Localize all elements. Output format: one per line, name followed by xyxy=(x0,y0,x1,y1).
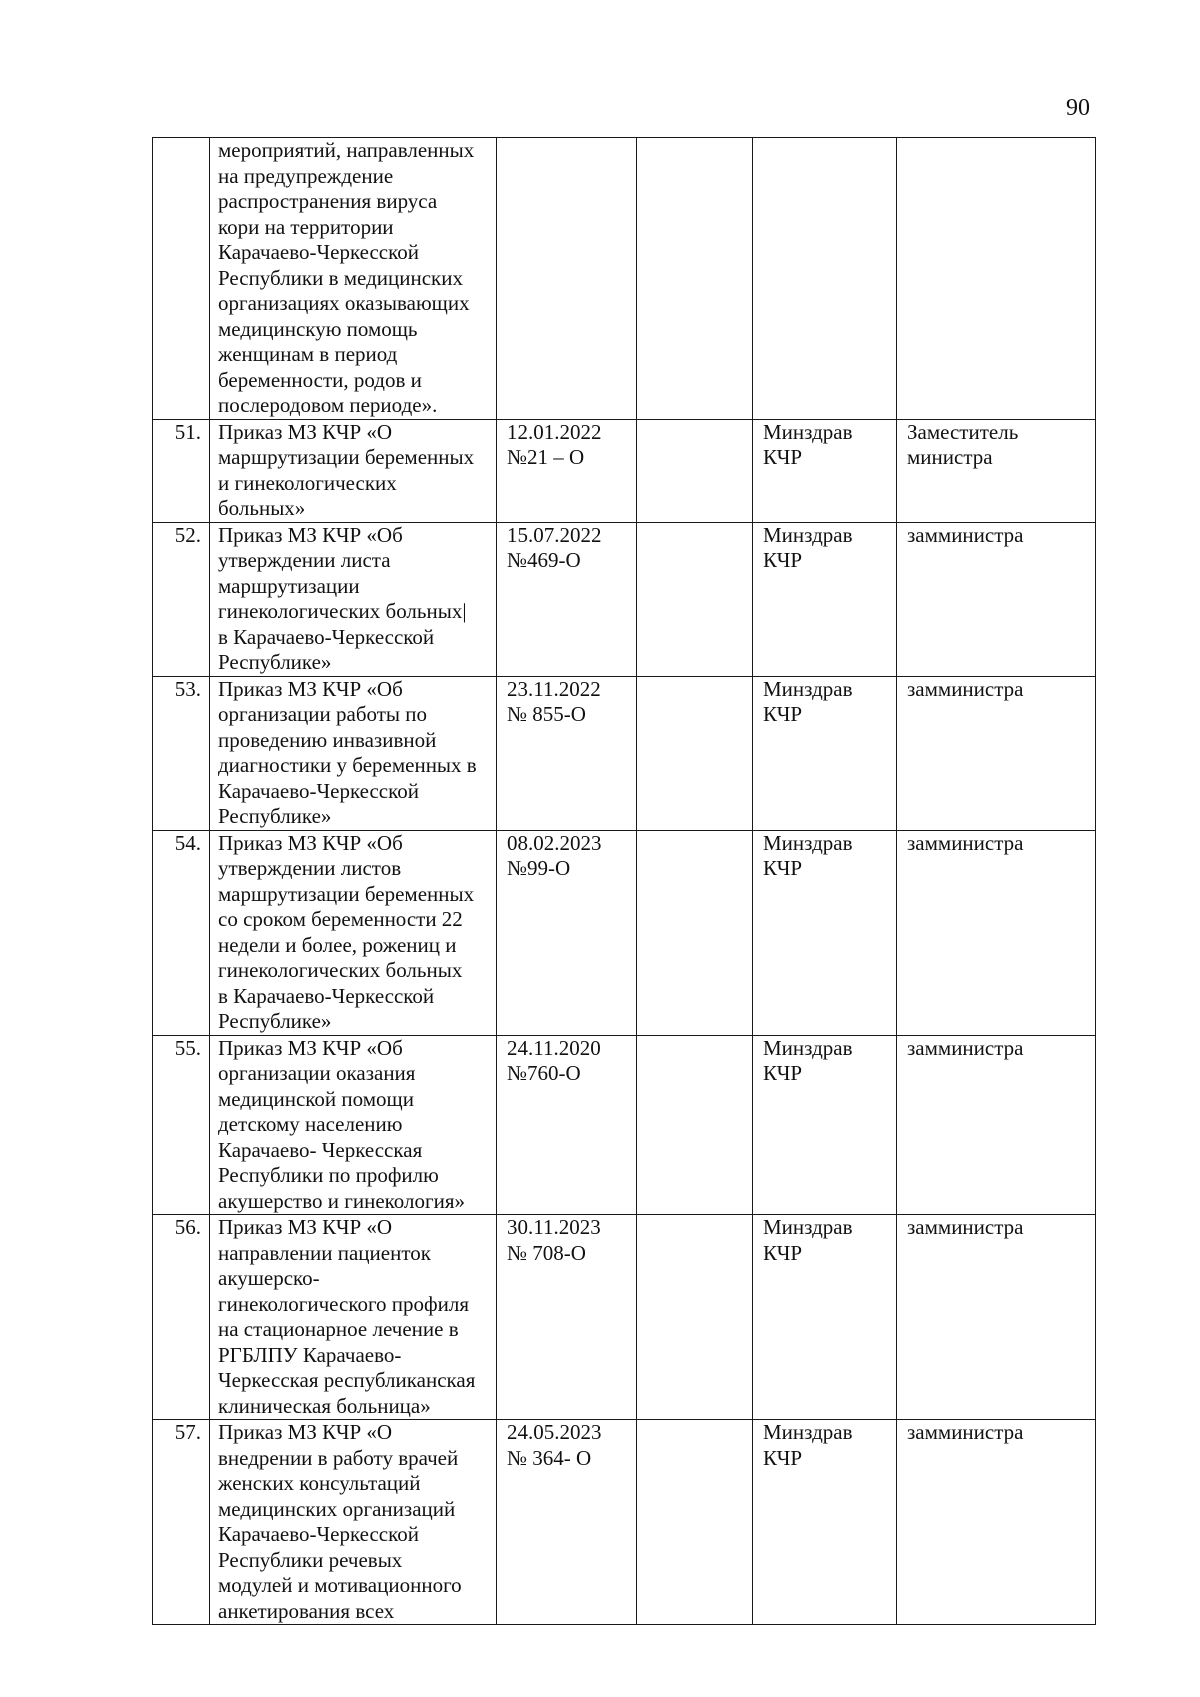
organization-cell xyxy=(753,830,897,1035)
table-row xyxy=(153,1215,1096,1420)
date-number-cell xyxy=(497,138,637,420)
cell-text-line: Приказ МЗ КЧР «О xyxy=(218,1215,393,1239)
empty-column-cell xyxy=(637,676,753,830)
cell-text-line: диагностики у беременных в xyxy=(218,753,477,777)
cell-text-line: Приказ МЗ КЧР «Об xyxy=(218,676,403,701)
row-number-cell: 55. xyxy=(153,1035,210,1215)
cell-text-line: акушерство и гинекология» xyxy=(218,1188,465,1213)
row-number-cell: 56. xyxy=(153,1215,210,1420)
responsible-cell xyxy=(897,1215,1096,1420)
cell-text-line: КЧР xyxy=(763,856,803,880)
cell-text-line: со сроком беременности 22 xyxy=(218,907,463,931)
cell-text-line: организации оказания xyxy=(218,1061,416,1085)
empty-column-cell xyxy=(637,830,753,1035)
document-name-cell xyxy=(210,830,497,1035)
cell-text-line: № 855-О xyxy=(507,702,586,726)
cell-text-line: Карачаево-Черкесской xyxy=(218,778,420,803)
cell-text-line: кори на территории xyxy=(218,214,394,239)
empty-column-cell xyxy=(637,1420,753,1625)
responsible-cell xyxy=(897,830,1096,1035)
document-name-cell xyxy=(210,676,497,830)
cell-text-line: внедрении в работу врачей xyxy=(218,1445,459,1470)
cell-text-line: в Карачаево-Черкесской xyxy=(218,983,435,1008)
cell-text-line: акушерско- xyxy=(218,1266,320,1290)
cell-text-line: Карачаево-Черкесской xyxy=(218,1522,420,1546)
cell-text-line: Республике» xyxy=(218,1009,332,1033)
date-number-cell xyxy=(497,830,637,1035)
cell-text-line: Республике» xyxy=(218,650,332,674)
cell-text-line: в Карачаево-Черкесской xyxy=(218,624,435,649)
document-name-cell xyxy=(210,1215,497,1420)
cell-text-line: послеродовом периоде». xyxy=(218,393,438,417)
table-row xyxy=(153,1420,1096,1625)
responsible-cell xyxy=(897,138,1096,420)
organization-cell xyxy=(753,419,897,522)
cell-text-line: 15.07.2022 xyxy=(507,522,602,547)
cell-text-line: утверждении листа xyxy=(218,548,391,572)
cell-text-line: Приказ МЗ КЧР «Об xyxy=(218,830,403,855)
cell-text-line: 12.01.2022 xyxy=(507,419,602,444)
cell-text-line: распространения вируса xyxy=(218,189,438,213)
cell-text-line: детскому населению xyxy=(218,1112,403,1136)
cell-text-line: Заместитель xyxy=(907,419,1019,444)
cell-text-line: №760-О xyxy=(507,1061,581,1085)
cell-text-line: мероприятий, направленных xyxy=(218,138,475,162)
cell-text-line: 30.11.2023 xyxy=(507,1215,601,1239)
cell-text-line: 08.02.2023 xyxy=(507,830,602,855)
cell-text-line: Приказ МЗ КЧР «Об xyxy=(218,522,403,547)
cell-text-line: Карачаево-Черкесской xyxy=(218,240,420,264)
table-row xyxy=(153,522,1096,676)
cell-text-line: направлении пациенток xyxy=(218,1240,431,1265)
cell-text-line: № 708-О xyxy=(507,1240,586,1265)
cell-text-line: Приказ МЗ КЧР «Об xyxy=(218,1035,403,1060)
document-name-cell xyxy=(210,138,497,420)
cell-text-line: замминистра xyxy=(907,1215,1024,1239)
table-row xyxy=(153,138,1096,420)
row-number-cell: 57. xyxy=(153,1420,210,1625)
responsible-cell xyxy=(897,522,1096,676)
responsible-cell xyxy=(897,419,1096,522)
cell-text-line: КЧР xyxy=(763,548,803,572)
cell-text-line: медицинских организаций xyxy=(218,1496,456,1521)
date-number-cell xyxy=(497,419,637,522)
cell-text-line: Республике» xyxy=(218,804,332,828)
cell-text-line: маршрутизации беременных xyxy=(218,881,475,906)
cell-text-line: женщинам в период xyxy=(218,342,398,366)
date-number-cell xyxy=(497,1420,637,1625)
organization-cell xyxy=(753,1420,897,1625)
date-number-cell xyxy=(497,1215,637,1420)
cell-text-line: КЧР xyxy=(763,1240,803,1265)
cell-text-line: №469-О xyxy=(507,548,581,572)
cell-text-line: на стационарное лечение в xyxy=(218,1317,459,1341)
cell-text-line: Республики в медицинских xyxy=(218,265,463,290)
cell-text-line: анкетирования всех xyxy=(218,1598,395,1623)
responsible-cell xyxy=(897,1035,1096,1215)
cell-text-line: Приказ МЗ КЧР «О xyxy=(218,419,393,444)
cell-text-line: КЧР xyxy=(763,1445,803,1470)
cell-text-line: замминистра xyxy=(907,1035,1024,1060)
document-name-cell xyxy=(210,522,497,676)
cell-text-line: замминистра xyxy=(907,522,1024,547)
table-row xyxy=(153,1035,1096,1215)
cell-text-line: 24.11.2020 xyxy=(507,1035,601,1060)
cell-text-line: №21 – О xyxy=(507,445,585,469)
empty-column-cell xyxy=(637,1215,753,1420)
cell-text-line: Республики речевых xyxy=(218,1547,403,1572)
document-table xyxy=(152,137,1096,1625)
cell-text-line: организации работы по xyxy=(218,702,427,726)
page-number: 90 xyxy=(1066,95,1090,121)
cell-text-line: Минздрав xyxy=(763,522,853,547)
document-name-cell xyxy=(210,1035,497,1215)
cell-text-line: Минздрав xyxy=(763,1035,853,1060)
row-number-cell: 52. xyxy=(153,522,210,676)
cell-text-line: организациях оказывающих xyxy=(218,291,470,315)
organization-cell xyxy=(753,138,897,420)
responsible-cell xyxy=(897,1420,1096,1625)
cell-text-line: гинекологических больных xyxy=(218,958,463,982)
cell-text-line: КЧР xyxy=(763,1061,803,1085)
responsible-cell xyxy=(897,676,1096,830)
organization-cell xyxy=(753,676,897,830)
row-number-cell: 51. xyxy=(153,419,210,522)
cell-text-line: министра xyxy=(907,445,993,469)
table-row xyxy=(153,676,1096,830)
cell-text-line: женских консультаций xyxy=(218,1471,421,1495)
cell-text-line: №99-О xyxy=(507,856,571,880)
cell-text-line: клиническая больница» xyxy=(218,1393,431,1418)
cell-text-line: Минздрав xyxy=(763,676,853,701)
cell-text-line: РГБЛПУ Карачаево- xyxy=(218,1342,402,1367)
cell-text-line: и гинекологических xyxy=(218,470,397,495)
cell-text-line: модулей и мотивационного xyxy=(218,1573,462,1597)
empty-column-cell xyxy=(637,138,753,420)
organization-cell xyxy=(753,1035,897,1215)
cell-text-line: Карачаево- Черкесская xyxy=(218,1137,423,1162)
cell-text-line: медицинской помощи xyxy=(218,1086,414,1111)
cell-text-line: проведению инвазивной xyxy=(218,727,437,752)
cell-text-line: маршрутизации беременных xyxy=(218,445,475,469)
date-number-cell xyxy=(497,522,637,676)
cell-text-line: Черкесская республиканская xyxy=(218,1368,476,1392)
table-body xyxy=(153,138,1096,1625)
row-number-cell: 54. xyxy=(153,830,210,1035)
row-number-cell xyxy=(153,138,210,420)
cell-text-line: КЧР xyxy=(763,445,803,469)
cell-text-line: № 364- О xyxy=(507,1445,592,1470)
cell-text-line: 23.11.2022 xyxy=(507,676,601,701)
empty-column-cell xyxy=(637,419,753,522)
row-number-cell: 53. xyxy=(153,676,210,830)
table-row xyxy=(153,419,1096,522)
cell-text-line: Минздрав xyxy=(763,830,853,855)
document-name-cell xyxy=(210,1420,497,1625)
cell-text-line: медицинскую помощь xyxy=(218,316,418,341)
date-number-cell xyxy=(497,676,637,830)
organization-cell xyxy=(753,1215,897,1420)
cell-text-line: замминистра xyxy=(907,1420,1024,1444)
empty-column-cell xyxy=(637,1035,753,1215)
cell-text-line: на предупреждение xyxy=(218,163,394,188)
cell-text-line: гинекологического профиля xyxy=(218,1291,470,1316)
cell-text-line: Минздрав xyxy=(763,419,853,444)
cell-text-line: 24.05.2023 xyxy=(507,1420,602,1444)
cell-text-line: недели и более, рожениц и xyxy=(218,932,457,957)
table-row xyxy=(153,830,1096,1035)
cell-text-line: Приказ МЗ КЧР «О xyxy=(218,1420,393,1444)
cell-text-line: Республики по профилю xyxy=(218,1163,439,1187)
cell-text-line: Минздрав xyxy=(763,1420,853,1444)
cell-text-line: Минздрав xyxy=(763,1215,853,1239)
cell-text-line: КЧР xyxy=(763,702,803,726)
cell-text-line: маршрутизации xyxy=(218,573,360,598)
document-name-cell xyxy=(210,419,497,522)
cell-text-line: больных» xyxy=(218,496,306,520)
date-number-cell xyxy=(497,1035,637,1215)
cell-text-line: замминистра xyxy=(907,830,1024,855)
empty-column-cell xyxy=(637,522,753,676)
cell-text-line: замминистра xyxy=(907,676,1024,701)
organization-cell xyxy=(753,522,897,676)
cell-text-line: гинекологических больных| xyxy=(218,599,467,623)
cell-text-line: утверждении листов xyxy=(218,856,402,880)
cell-text-line: беременности, родов и xyxy=(218,367,422,392)
